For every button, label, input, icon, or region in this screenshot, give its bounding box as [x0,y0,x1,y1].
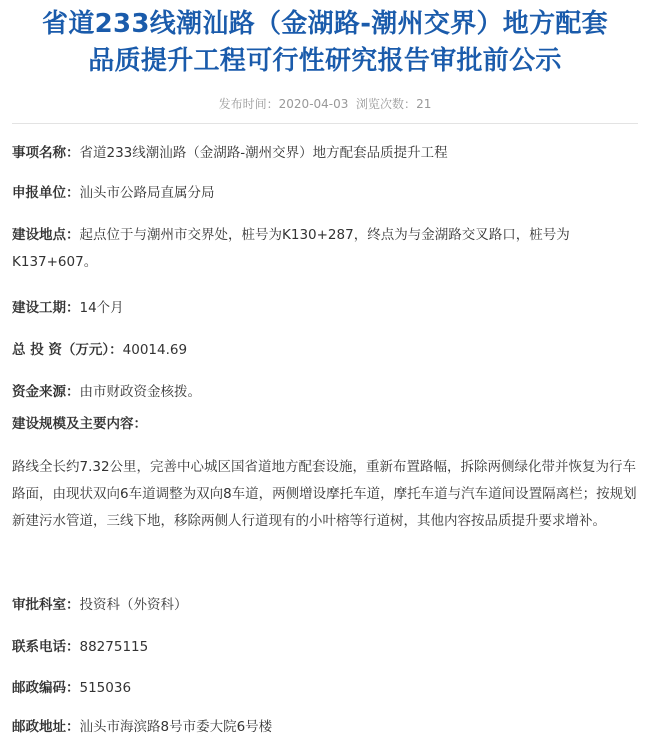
field-label: 建设地点： [12,227,80,243]
field-funding [12,379,638,406]
field-value: 14个月 [79,300,124,316]
field-value: 515036 [79,680,132,696]
title-divider [12,123,638,124]
field-label: 邮政地址： [12,719,80,735]
field-office [12,592,638,619]
article-title-line-1: 省道233线潮汕路（金湖路-潮州交界）地方配套 [42,9,608,39]
field-label: 资金来源： [12,384,80,400]
article-meta [0,96,650,112]
field-value: 88275115 [79,639,149,655]
views-label: 浏览次数： [356,97,417,111]
field-value: 投资科（外资科） [79,597,188,613]
field-postcode [12,675,638,702]
article-title-line-2: 品质提升工程可行性研究报告审批前公示 [88,46,562,76]
field-label: 邮政编码： [12,680,80,696]
field-label: 申报单位： [12,185,80,201]
field-project-name [12,140,638,167]
field-value: 起点位于与潮州市交界处，桩号为K130+287，终点为与金湖路交叉路口，桩号为K137+607。 [12,227,570,270]
field-label: 建设工期： [12,300,80,316]
field-duration [12,295,638,322]
published-label: 发布时间： [218,97,279,111]
field-phone [12,634,638,661]
views-count: 21 [416,97,432,111]
field-applicant [12,180,638,207]
field-location [12,222,638,276]
published-date: 2020-04-03 [278,97,349,111]
field-value: 汕头市海滨路8号市委大院6号楼 [79,719,273,735]
scope-paragraph: 路线全长约7.32公里，完善中心城区国省道地方配套设施，重新布置路幅，拆除两侧绿化带并恢复为行车路面，由现状双向6车道调整为双向8车道，两侧增设摩托车道，摩托车道与汽车道间设置隔离栏；按规划新建污水管道，三线下地，移除两侧人行道现有的小叶榕等行道树，其他内容按品质提升要求增补。 [12,459,637,529]
field-label: 总 投 资（万元）： [12,342,123,358]
field-value: 由市财政资金核拨。 [79,384,201,400]
article-title [0,6,650,80]
field-label: 联系电话： [12,639,80,655]
field-value: 省道233线潮汕路（金湖路-潮州交界）地方配套品质提升工程 [79,145,448,161]
field-label: 事项名称： [12,145,80,161]
field-scope-heading [12,411,638,438]
field-value: 汕头市公路局直属分局 [79,185,215,201]
field-label: 建设规模及主要内容： [12,416,147,432]
field-address [12,714,638,741]
field-investment [12,337,638,364]
field-value: 40014.69 [122,342,188,358]
field-label: 审批科室： [12,597,80,613]
